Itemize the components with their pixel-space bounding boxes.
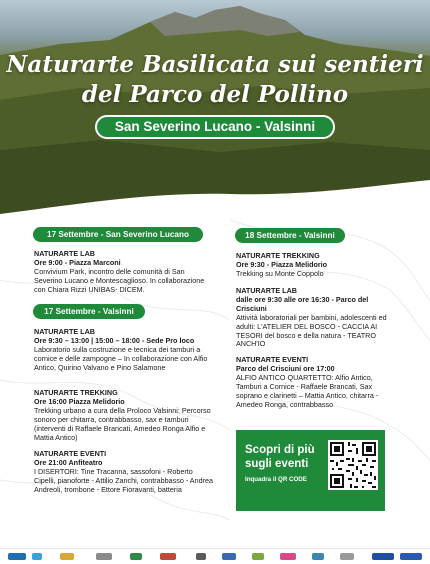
sponsor-logo xyxy=(400,553,422,560)
event-description: Trekking urbano a cura della Proloco Valsinni: Percorso sonoro per chitarra, contrabbasso, sax e tamburi (interventi di Raffaele Brancati, Amedeo Ronga Alfio e Mattia Antico) xyxy=(34,405,211,442)
sponsor-logo xyxy=(8,553,26,560)
event-description: Trekking su Monte Coppolo xyxy=(236,268,324,278)
event-time-place: Ore 9:30 – 13:00 | 15:00 – 18:00 - Sede Pro loco xyxy=(34,335,195,345)
hero-title-line2: del Parco del Pollino xyxy=(81,81,349,108)
event-item xyxy=(34,389,214,442)
event-category: NATURARTE LAB xyxy=(34,327,95,336)
sponsor-logo xyxy=(32,553,42,560)
event-description: ALFIO ANTICO QUARTETTO: Alfio Antico, Tamburi a Cornice - Raffaele Brancati, Sax soprano e clarinetti – Mattia Antico, chitarra - Amedeo Ronga, contrabbasso xyxy=(236,372,379,409)
event-category: NATURARTE TREKKING xyxy=(236,251,320,260)
event-time-place: Ore 21:00 Anfiteatro xyxy=(34,457,103,467)
sponsor-logo xyxy=(372,553,394,560)
sponsor-logo xyxy=(196,553,206,560)
day-heading-valsinni-18: 18 Settembre - Valsinni xyxy=(235,228,345,243)
event-time-place: Parco del Crisciuni ore 17:00 xyxy=(236,363,335,373)
event-item xyxy=(34,250,209,295)
day-heading-valsinni-17: 17 Settembre - Valsinni xyxy=(33,304,145,319)
route-badge: San Severino Lucano - Valsinni xyxy=(95,115,335,139)
event-description: I DISERTORI: Tine Tracanna, sassofoni - Roberto Cipelli, pianoforte - Attilio Zanchi, contrabbasso - Andrea Andreoli, trombone - Ettore Fioravanti, batteria xyxy=(34,466,213,494)
qr-code-icon xyxy=(328,440,378,490)
day-heading-sansevero: 17 Settembre - San Severino Lucano xyxy=(33,227,203,242)
event-description: Attività laboratoriali per bambini, adolescenti ed adulti: L'ATELIER DEL BOSCO - CACCIA AI TESORI del bosco e della natura - TEATRO ANCH'IO xyxy=(236,312,387,349)
event-item xyxy=(236,356,396,409)
qr-callout[interactable] xyxy=(236,430,385,511)
sponsor-logo xyxy=(130,553,142,560)
sponsor-logo xyxy=(96,553,112,560)
event-category: NATURARTE TREKKING xyxy=(34,388,118,397)
event-description: Convivium Park, incontro delle comunità di San Severino Lucano e Montescaglioso. In collaborazione con Chiara Rizzi UNIBAS- DICEM. xyxy=(34,266,205,294)
event-item xyxy=(236,287,399,349)
event-category: NATURARTE EVENTI xyxy=(34,449,107,458)
event-item xyxy=(34,450,214,495)
event-category: NATURARTE LAB xyxy=(34,249,95,258)
hero-title-line1: Naturarte Basilicata sui sentieri xyxy=(6,51,424,78)
sponsor-logos-strip xyxy=(0,548,430,564)
qr-code[interactable] xyxy=(328,440,378,490)
event-item xyxy=(34,328,214,373)
sponsor-logo xyxy=(60,553,74,560)
sponsor-logo xyxy=(280,553,296,560)
sponsor-logo xyxy=(160,553,176,560)
sponsor-logo xyxy=(222,553,236,560)
cta-title: Scopri di più sugli eventi xyxy=(245,444,315,470)
event-time-place: dalle ore 9:30 alle ore 16:30 - Parco del Crisciuni xyxy=(236,294,369,313)
event-category: NATURARTE EVENTI xyxy=(236,355,309,364)
sponsor-logo xyxy=(312,553,324,560)
event-time-place: Ore 9:00 - Piazza Marconi xyxy=(34,257,121,267)
event-item xyxy=(236,252,396,279)
event-time-place: Ore 9:30 - Piazza Melidorio xyxy=(236,259,328,269)
cta-subtitle: Inquadra il QR CODE xyxy=(245,476,307,483)
event-time-place: Ore 16:00 Piazza Melidorio xyxy=(34,396,125,406)
sponsor-logo xyxy=(252,553,264,560)
sponsor-logo xyxy=(340,553,354,560)
event-description: Laboratorio sulla costruzione e tecnica dei tamburi a cornice e delle zampogne – In collaborazione con Alfio Antico, Quirino Valvano e Pino Salamone xyxy=(34,344,208,372)
event-category: NATURARTE LAB xyxy=(236,286,297,295)
